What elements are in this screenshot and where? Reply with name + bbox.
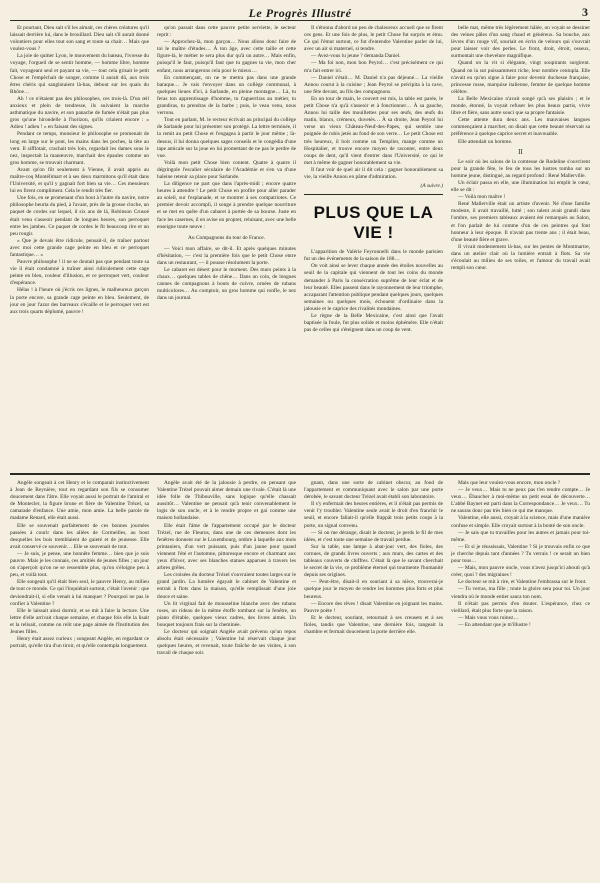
masthead bbox=[10, 4, 590, 20]
paragraph: — Tu verras, ma fille ; toute la gloire sera pour toi. Un jour viendra où le monde entier saura ton nom. bbox=[451, 586, 590, 600]
paragraph: Un lit virginal fait de mousseline blanche avec des rubans roses, un rideau de la même étoffe tombant sur la fenêtre, un piano d'érable, quelques vieux cadres, des livres aimés. Un bouquet toujours frais sur la cheminée. bbox=[157, 600, 296, 628]
paragraph: Avant qu'on fût seulement à Vienne, il avait appris au maître-coq Montélimart et à ses deux marmitons qu'il était dans l'Université, et qu'il y gagnait fort bien sa vie… Ces messieurs lui en firent compliment. Cela le rendit très fier. bbox=[10, 166, 149, 195]
paragraph: — Voici mon affaire, se dit-il. Et après quelques minutes d'hésitation, — c'est la première fois que le petit Chose entre dans un restaurant, — il pousse résolument la porte. bbox=[157, 245, 296, 266]
paragraph: Tout en parlant, M. le recteur écrivait au principal du collège de Sarlande pour lui présenter son protégé. La lettre terminée, il la remit au petit Chose et l'engagea à partir le jour même ; là-dessus, il lui donna quelques sages conseils et le congédia d'une tape amicale sur la joue en lui promettant de ne pas le perdre de vue. bbox=[157, 117, 296, 159]
top-column-4 bbox=[451, 25, 590, 473]
paragraph: « Que je devais être ridicule, pensait-il, de traîner partout avec moi cette grande cage peinte en bleu et ce perroquet fantastique… » bbox=[10, 237, 149, 258]
bottom-column-1 bbox=[10, 480, 149, 876]
paragraph: — Encore des rêves ! disait Valentine en joignant les mains. Pauvre poète ! bbox=[304, 600, 443, 614]
paragraph: On voit ainsi se lever chaque année des étoiles nouvelles au seuil de la capitale qui viennent de tout les coins du monde demander à Paris la consécration suprême de leur éclat et de leur beauté. Elles passent dans le rayonnement de leur triomphe, accaparant l'attention publique pendant quelques jours, quelques semaines ou quelques mois, échouent d'ordinaire dans la jalousie et le caprice des rivalités mondaines. bbox=[304, 263, 443, 312]
bottom-column-3 bbox=[304, 480, 443, 876]
paragraph: Pauvre philosophe ! il ne se doutait pas que pendant toute sa vie il était condamné à traîner ainsi ridiculement cette cage peinte en bleu, couleur d'illusion, et ce perroquet vert, couleur d'espérance. bbox=[10, 259, 149, 287]
paragraph: — Je veux… Mais tu ne peux pas t'en rendre compte… Je veux… Ébaucher à moi-même un petit essai de découverte… L'abbé Baynet est parti dans la Correspondance… Je veux… Tu ne sauras donc pas très bien ce qui me manque. bbox=[451, 487, 590, 515]
bottom-columns bbox=[10, 475, 590, 876]
paragraph: Il n'était pas permis d'en douter. L'espérance, chez ce vieillard, était plus forte que la raison. bbox=[451, 600, 590, 614]
paragraph: Une fois, en se promenant d'un bout à l'autre du navire, notre philosophe heurta du pied, à l'avant, près de la grosse cloche, un paquet de cordes sur lequel, il six ans de là, Robinson Crusoé était venu s'asseoir pendant de longues heures, son perroquet entre les jambes. Ce paquet de cordes le fit beaucoup rire et un peu rougir. bbox=[10, 195, 149, 237]
paragraph: — Si on me dérange, disait le docteur, je perds le fil de mes idées, et c'est toute une semaine de travail perdue. bbox=[304, 529, 443, 543]
paragraph: Angèle avait été de la jalousie à perdre, en pensant que Valentine Trézel pouvait aimer demain une rivale. C'était là une idée folle de Thibouville, sans logique qu'elle chassait aussitôt… Valentine ne pensait qu'à tenir convenablement le logis de son oncle, et à le rendre propre et gai comme une maison hollandaise. bbox=[157, 480, 296, 522]
paragraph: Elle songeait qu'il était bien seul, le pauvre Henry, au milieu de tout ce monde. Ce qui l'inquiétait surtout, c'était l'avenir : que deviendrait-il, si elle venait à lui manquer ? Pourquoi ne pas le confier à Valentine ? bbox=[10, 579, 149, 607]
paragraph: — Je sais que tu travailles pour les autres et jamais pour toi-même. bbox=[451, 529, 590, 543]
paragraph: Le docteur qui soignait Angèle avait prévenu qu'un repos absolu était nécessaire ; Valentine lui réservait chaque jour quelques heures, et revenait, toute fraîche de ses visites, à son travail de chaque soir. bbox=[157, 628, 296, 657]
paragraph: — Avez-vous lu jeune ? demanda Daniel. bbox=[311, 53, 401, 60]
paragraph: Cette attente dura deux ans. Les mauvaises langues commençaient à marcher, on disait que cette beauté réservait sa préférence à quelque caprice secret et inavouable. bbox=[451, 117, 590, 138]
paragraph: Le règne de la Belle Mexicaine, c'est ainsi que l'avait baptisée la foule, fut plus solide et moins éphémère. Elle n'était pas de celles qui s'éteignent dans un coup de vent. bbox=[304, 313, 443, 334]
paragraph: Le soir où les salons de la comtesse de Rodeline s'ouvrirent pour la grande fête, le feu de tous les lustres tomba sur un homme jeune, distingué, au regard profond : René Mallerville. bbox=[451, 158, 590, 179]
paragraph: Quand on la vit si élégante, vingt soupirants surgirent. Quand on la sut puissamment riche, leur nombre centupla. Elle n'avait eu qu'un signe à faire pour devenir duchesse française, princesse russe, marquise italienne, femme de quelque homme célèbre. bbox=[451, 60, 590, 95]
paragraph: — Mais vous vous ruinez… bbox=[458, 614, 519, 621]
paragraph: La diligence ne part que dans l'après-midi ; encore quatre heures à attendre ! Le petit Chose en profite pour aller parader au soleil, sur l'esplanade, et se montrer à ses compatriotes. Ce premier devoir accompli, il songe à prendre quelque nourriture et se met en quête d'un cabaret à portée de sa bourse. Juste en face les casernes, il en avise un propret, reluisant, avec une belle enseigne toute neuve : bbox=[157, 181, 296, 230]
paragraph: Pendant ce temps, monsieur le philosophe se promenait de long en large sur le pont, les mains dans les poches, la tête au vent. Il sifflotait, crachait très loin, regardait les dames sous le nez, inspectait la manœuvre, marchait des épaules comme un gros homme, se trouvait charmant. bbox=[10, 131, 149, 166]
paragraph: Elle le laissait ainsi dormir, et se mit à faire la lecture. Une lettre d'elle arrivait chaque semaine, et chaque fois elle la lisait et la relisait, comme on relit une page aimée de l'Institution des Jeunes filles. bbox=[10, 607, 149, 635]
paragraph: Il s'étonna d'abord un peu de chaleureux accueil que se firent ces gens. Et une fois de plus, le petit Chose fut surpris et ému. Ce qui l'émut surtout, ce fut d'entendre Valentine parler de lui, avec un air si maternel, si tendre. bbox=[304, 25, 443, 53]
top-column-3 bbox=[304, 25, 443, 473]
paragraph: Elle se souvenait parfaitement de ces bonnes journées passées à courir dans les allées de Cormeilles, au bout desquelles les bois tremblaient de gaieté et de jeunesse. Elle avait conservé ce souvenir… Elle se souvenait de tout. bbox=[10, 522, 149, 550]
top-columns bbox=[10, 21, 590, 473]
paragraph: Angèle songeait à cet Henry et le comparait instinctivement à Jean de Reynière, tout en regardant son fils se consumer doucement dans l'âtre. Elle voyait aussi le portrait de l'amiral et de Montecler, la figure brune et fière de Valentine Trézel, sa camarade d'enfance. Une amie, mon amie. La belle parole de madame Renard, elle était aussi. bbox=[10, 480, 149, 522]
paragraph: gnant, dans une sorte de cabinet obscur, au fond de l'appartement et communiquant avec le salon par une porte dérobée, le savant docteur Trézel avait établi son laboratoire. bbox=[304, 480, 443, 501]
paragraph: Et pourtant, Dieu sait s'il les aimait, ces chères créatures qu'il laissait derrière lui, dans le brouillard. Dieu sait s'il aurait donné volontiers pour elles tout son sang et toute sa chair… Mais que voulez-vous ? bbox=[10, 25, 149, 53]
paragraph: L'apparition de Valérie Feyronnelli dans le monde parisien fut un des événements de la saison de 188… bbox=[304, 249, 443, 263]
bottom-column-4 bbox=[451, 480, 590, 876]
paragraph: Elle était l'âme de l'appartement occupé par le docteur Trézel, rue de Fleurus, dans une de ces demeures dont les fenêtres donnent sur le Luxembourg, ombre à laquelle aux mois printaniers, d'un vert puissant, puis d'un jaune pour quand viennent l'été et l'automne, pittoresque encore et charmant aux yeux d'hiver, avec ses blanches statues apparues à travers les arbres grêles. bbox=[157, 522, 296, 572]
bottom-column-2 bbox=[157, 480, 296, 876]
paragraph: Le docteur se mit à rire, et Valentine l'embrassa sur le front. bbox=[458, 579, 587, 586]
paragraph: — Et si je réussissais, Valentine ? Si je trouvais enfin ce que je cherche depuis tant d'années ? Tu verrais ! ce serait un bien pour tous… bbox=[451, 543, 590, 565]
top-column-1 bbox=[10, 25, 149, 473]
paragraph: — Daniel s'était… M. Daniel n'a pas déjeuné… La vieille Annou courut à la cuisine ; Jean Peyrol se précipita à la cave, une fête devant, au fils des compagnons. bbox=[304, 74, 443, 95]
to-be-continued: (A suivre.) bbox=[420, 183, 443, 190]
paragraph: Les croisées du docteur Trézel s'ouvraient toutes larges sur le grand jardin. La lumière égayait le cabinet de Valentine et entrait à flots dans la maison, qu'elle remplissait d'une joie douce et saine. bbox=[157, 572, 296, 600]
paragraph: En commençant, on ne te mettra pas dans une grande baraque… Je vais t'envoyer dans un collège communal, à quelques lieues d'ici, à Sarlande, en pleine montagne… Là, tu feras ton apprentissage d'homme, tu t'aguerriras au métier, tu grandiras, tu prendras de la barbe ; puis, le veau venu, nous verrons. bbox=[157, 74, 296, 117]
paragraph: La Belle Mexicaine n'avait songé qu'à ses plaisirs ; et le monde, étonné, la voyait refuser les plus beaux partis, vivre libre et fière, sans autre souci que sa propre fantaisie. bbox=[451, 95, 590, 117]
paragraph: Elle attendait un homme. bbox=[458, 138, 513, 145]
paragraph: belle mat, même très légèrement hâlée, on voyait se dessiner des veines pâles d'un sang chaud et généreux. Sa bouche, aux lèvres d'un rouge vif, souriait en écrin de velours qui s'ouvrait pour laisser voir des perles. Le front, droit, étroit, osseux, surmontait une chevelure magnifique. bbox=[451, 25, 590, 60]
paragraph: — Peut-être, disait-il en souriant à sa nièce, trouverai-je quelque jour le moyen de rendre les hommes plus forts et plus heureux. bbox=[304, 579, 443, 600]
paragraph: Voilà mon petit Chose bien content. Quatre à quatre il dégringole l'escalier séculaire de l'Académie et s'en va d'une haleine retenir sa place pour Sarlande. bbox=[157, 159, 296, 180]
paragraph: Et le docteur, souriant, retournait à ses creusets et à ses fioles, tandis que Valentine, une dernière fois, rangeait la chambre et fermait doucement la porte derrière elle. bbox=[304, 614, 443, 635]
feuilleton-headline: PLUS QUE LA VIE ! bbox=[313, 203, 434, 243]
inn-sign-text: Au Compagnons du tour de France. bbox=[188, 234, 265, 241]
section-numeral: II bbox=[518, 147, 523, 156]
story-divider bbox=[304, 194, 443, 195]
paragraph: Un éclair passa en elle, une illumination lui emplit le cœur, elle se dit : bbox=[451, 179, 590, 194]
paragraph: Il faut voir de quel air il dit cela : gagner honorablement sa vie, la vieille Annou en pâme d'admiration. bbox=[304, 166, 443, 180]
paragraph: En un tour de main, le couvert est mis, la table est parée, le petit Chose n'a qu'à s'asseoir et à fonctionner… À sa gauche, Annou lui taille des mouillettes pour ses œufs, des œufs du matin, blancs, crémeux, duvetés… À sa droite, Jean Peyrol lui verse un vieux Château-Neuf-des-Papes, qui semble une poignée de rubis jetés au fond de son verre… Le petit Chose est très heureux, il boit comme un Templier, mange comme un Hospitalier, et trouve encore moyen de raconter, entre deux coups de dent, qu'il vient d'entrer dans l'Université, ce qui le met à même de gagner honorablement sa vie. bbox=[304, 95, 443, 166]
paragraph: — En attendant que je m'illustre ! bbox=[458, 621, 531, 628]
paragraph: Ah ! ce n'étaient pas des philosophes, ces trois-là. D'un œil anxieux et plein de tendresse, ils suivaient la marche asthmatique du navire, et son panache de fumée n'était pas plus gros qu'une hirondelle à l'horizon, qu'ils criaient encore : « Adieu ! adieu ! » en faisant des signes. bbox=[10, 95, 149, 131]
paragraph: Il vivait modestement là-bas, sur les pentes de Montmartre, dans un atelier clair où la lumière entrait à flots. Sa vie s'écoulait au milieu de ses toiles, et l'amour du travail avait rempli son cœur. bbox=[451, 243, 590, 272]
newspaper-title: Le Progrès Illustré bbox=[248, 6, 352, 20]
paragraph: Henry était assez curieux ; songeant Angèle, en regardant ce portrait, qu'elle tira d'un tiroir, et qu'elle contempla longuement. bbox=[10, 636, 149, 650]
paragraph: — Mais, mon pauvre oncle, vous n'avez jusqu'ici abouti qu'à créer, quoi ? des migraines ! bbox=[451, 565, 590, 579]
paragraph: Hélas ! à l'heure où j'écris ces lignes, le malheureux garçon la porte encore, sa grande cage peinte en bleu. Seulement, de jour en jour l'azur des barreaux s'écaille et le perroquet vert est aux trois quarts déplumé, pauvre ! bbox=[10, 287, 149, 315]
paragraph: — Je suis, je pense, une honnête femme… bien que je sois pauvre. Mais je les connais, ces amitiés de jeunes filles ; un jour on s'aperçoit qu'on ne se ressemble plus, qu'on s'éloigne peu à peu, et voilà tout. bbox=[10, 550, 149, 579]
page-number: 3 bbox=[582, 5, 588, 19]
paragraph: qu'on passait dans cette pauvre petite serviette, le secteur reprit : bbox=[157, 25, 296, 39]
paragraph: — Voilà mon maître ! bbox=[458, 194, 506, 201]
paragraph: — Approchez-là, mon garçon… Nous allons donc faire de toi le maître d'études… À ton âge, avec cette taille et cette figure-là, le métier te sera plus dur qu'à un autre… Mais enfin, puisqu'il le faut, puisqu'il faut que tu gagnes ta vie, mon cher enfant, nous arrangerons cela pour le mieux… bbox=[157, 39, 296, 74]
paragraph: — Ma foi non, mon bon Peyrol… c'est précisément ce qui m'a fait entrer ici. bbox=[304, 60, 443, 74]
paragraph: Sur la table, une lampe à abat-jour vert, des fioles, des cornues, de grands livres ouverts ; aux murs, des cartes et des tableaux couverts de chiffres. C'était là que le savant cherchait le secret de la vie, ce problème éternel qui tourmente l'humanité depuis ses origines. bbox=[304, 543, 443, 579]
paragraph: Il s'y enfermait des heures entières, et il n'était pas permis de venir l'y troubler. Valentine seule avait le droit d'en franchir le seuil, et encore fallait-il qu'elle frappât trois petits coups à la porte, un signal convenu. bbox=[304, 501, 443, 529]
paragraph: René Mallerville était un artiste d'avenir. Né d'une famille modeste, il avait travaillé, lutté ; son talent avait grandi dans l'ombre, ses premiers tableaux avaient été remarqués au Salon, et l'on parlait de lui comme d'un de ces peintres qui font honneur à leur époque. Il n'avait pas trente ans ; il était beau, d'une beauté fière et grave. bbox=[451, 201, 590, 243]
paragraph: La joie de quitter Lyon, le mouvement du bateau, l'ivresse du voyage, l'orgueil de se sentir homme, — homme libre, homme fait, voyageant seul et payant sa vie, — tout cela grisait le petit Chose et l'empêchait de songer, comme il aurait dû, aux trois êtres chéris qui sanglotaient là-bas, debout sur les quais du Rhône… bbox=[10, 53, 149, 95]
paragraph: Mais que leur voulez-vous encore, mon oncle ? bbox=[458, 480, 561, 486]
paragraph: Le cabaret est désert pour le moment. Des murs peints à la chaux… quelques tables de chêne… Dans un coin, de longues cannes de compagnons à bouts de cuivre, ornées de rubans multicolores… Au comptoir, un gros homme qui ronfle, le nez dans un journal. bbox=[157, 267, 296, 302]
paragraph: Valentine, elle aussi, croyait à la science, mais d'une manière confuse et simple. Elle croyait surtout à la bonté de son oncle. bbox=[451, 515, 590, 529]
top-column-2 bbox=[157, 25, 296, 473]
